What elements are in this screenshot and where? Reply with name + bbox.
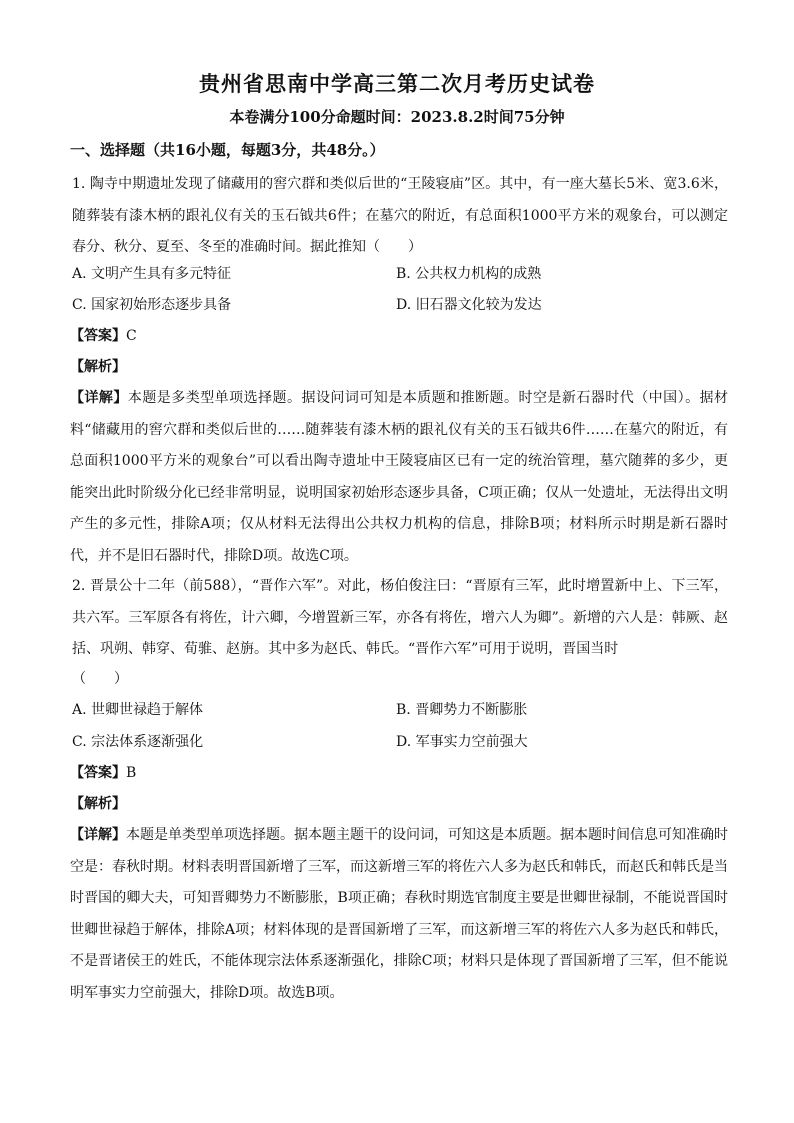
question-2-analysis-label: 【解析】: [70, 796, 126, 812]
question-2-detail: [70, 820, 728, 1009]
question-1-option-b: B. 公共权力机构的成熟: [396, 266, 542, 282]
detail-label: 【详解】: [70, 390, 128, 406]
section-heading: 一、选择题（共16小题，每题3分，共48分。）: [70, 141, 385, 159]
question-1-analysis-label: 【解析】: [70, 359, 126, 375]
question-1-option-c: C. 国家初始形态逐步具备: [72, 297, 232, 313]
question-1-option-a: A. 文明产生具有多元特征: [72, 266, 232, 282]
question-1-option-d: D. 旧石器文化较为发达: [396, 297, 542, 313]
question-2-answer: [70, 763, 136, 783]
detail-text: 本题是单类型单项选择题。据本题主题干的设问词，可知这是本质题。据本题时间信息可知准确时空是：春秋时期。材料表明晋国新增了三军，而这新增三军的将佐六人多为赵氏和韩氏，而赵氏和韩氏是当时晋国的卿大夫，可知晋卿势力不断膨胀，B项正确；春秋时期选官制度主要是世卿世禄制，不能说晋国时世卿世禄趋于解体，排除A项；材料体现的是晋国新增了三军，而这新增三军的将佐六人多为赵氏和韩氏，不是晋诸侯王的姓氏，不能体现宗法体系逐渐强化，排除C项；材料只是体现了晋国新增了三军，但不能说明军事实力空前强大，排除D项。故选B项。: [70, 827, 728, 1001]
answer-label: 【答案】: [70, 328, 126, 344]
answer-label: 【答案】: [70, 765, 126, 781]
exam-info-line: 本卷满分100分命题时间：2023.8.2时间75分钟: [229, 108, 565, 126]
detail-text: 本题是多类型单项选择题。据设问词可知是本质题和推断题。时空是新石器时代（中国）。据材料“储藏用的窖穴群和类似后世的……随葬装有漆木柄的跟礼仪有关的玉石钺共6件……在墓穴的附近，有总面积1000平方米的观象台”可以看出陶寺遗址中王陵寝庙区已有一定的统治管理，墓穴随葬的多少，更能突出此时阶级分化已经非常明显，说明国家初始形态逐步具备，C项正确；仅从一处遗址，无法得出文明产生的多元性，排除A项；仅从材料无法得出公共权力机构的信息，排除B项；材料所示时期是新石器时代，并不是旧石器时代，排除D项。故选C项。: [70, 390, 729, 564]
detail-label: 【详解】: [70, 827, 126, 843]
question-2-option-a: A. 世卿世禄趋于解体: [72, 702, 204, 718]
question-1-detail: [70, 383, 728, 572]
question-2-option-b: B. 晋卿势力不断膨胀: [396, 702, 528, 718]
question-2-option-c: C. 宗法体系逐渐强化: [72, 734, 204, 750]
question-2-stem-tail: （ ）: [72, 671, 128, 687]
question-2-stem: 2. 晋景公十二年（前588），“晋作六军”。对此，杨伯俊注曰：“晋原有三军，此时增置新中上、下三军，共六军。三军原各有将佐，计六卿，今增置新三军，亦各有将佐，增六人为卿”。新增的六人是：韩厥、赵括、巩朔、韩穿、荀骓、赵旃。其中多为赵氏、韩氏。“晋作六军”可用于说明，晋国当时: [72, 578, 728, 657]
question-1-stem: 1. 陶寺中期遗址发现了储藏用的窖穴群和类似后世的“王陵寝庙”区。其中，有一座大墓长5米、宽3.6米，随葬装有漆木柄的跟礼仪有关的玉石钺共6件；在墓穴的附近，有总面积1000平方米的观象台，可以测定春分、秋分、夏至、冬至的准确时间。据此推知（ ）: [72, 176, 728, 255]
question-2-option-d: D. 军事实力空前强大: [396, 734, 528, 750]
answer-value: B: [126, 765, 137, 781]
page-title: 贵州省思南中学高三第二次月考历史试卷: [199, 71, 595, 96]
question-1-answer: [70, 326, 137, 346]
answer-value: C: [126, 328, 137, 344]
